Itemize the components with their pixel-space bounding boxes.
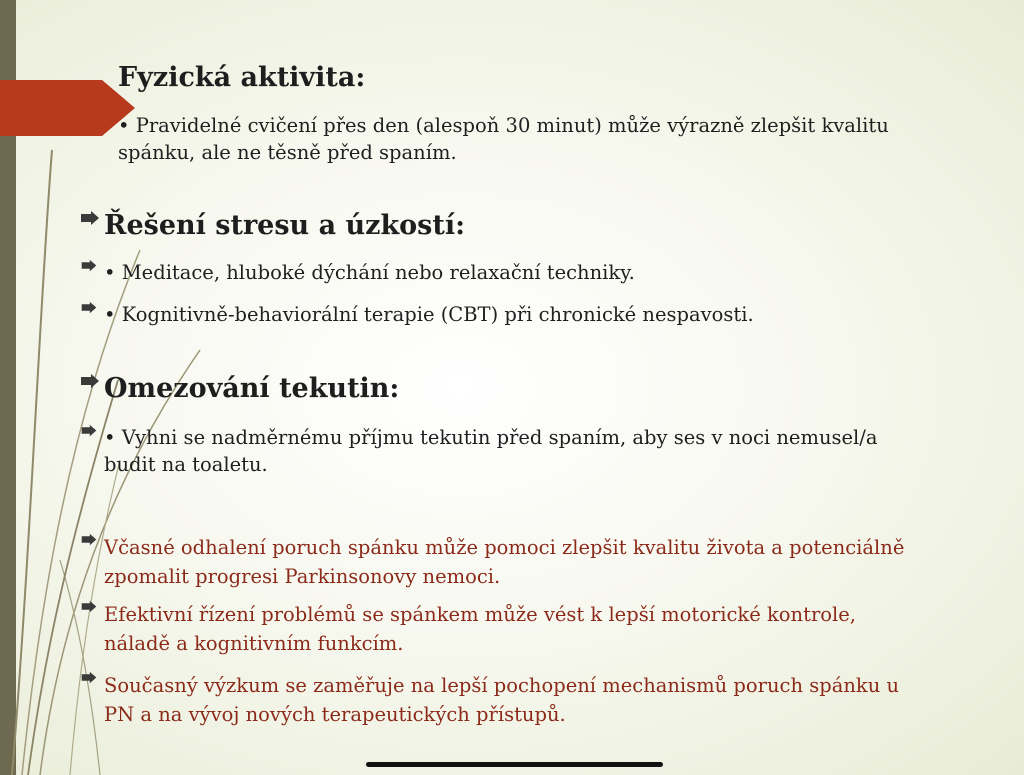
arrow-bullet-icon <box>80 671 104 684</box>
conclusion-item: Včasné odhalení poruch spánku může pomoci zlepšit kvalitu života a potenciálně zpomalit progresi Parkinsonovy nemoci. <box>80 533 914 591</box>
section-heading-physical-activity: Fyzická aktivita: <box>118 62 366 93</box>
conclusion-item: Současný výzkum se zaměřuje na lepší pochopení mechanismů poruch spánku u PN a na vývoj nových terapeutických přístupů. <box>80 671 914 729</box>
arrow-bullet-icon <box>80 301 104 314</box>
home-indicator-bar[interactable] <box>366 762 663 767</box>
arrow-bullet-icon <box>80 210 104 226</box>
list-item: • Meditace, hluboké dýchání nebo relaxační techniky. <box>80 259 934 286</box>
arrow-bullet-icon <box>80 600 104 613</box>
arrow-bullet-icon <box>80 424 104 437</box>
conclusion-item: Efektivní řízení problémů se spánkem může vést k lepší motorické kontrole, náladě a kognitivním funkcím. <box>80 600 874 658</box>
list-item: • Kognitivně-behaviorální terapie (CBT) při chronické nespavosti. <box>80 301 934 328</box>
list-item: • Pravidelné cvičení přes den (alespoň 30 minut) může výrazně zlepšit kvalitu spánku, ale ne těsně před spaním. <box>118 114 889 164</box>
section-heading-stress: Řešení stresu a úzkostí: <box>80 210 934 241</box>
arrow-bullet-icon <box>80 533 104 546</box>
section-heading-fluids: Omezování tekutin: <box>80 373 934 404</box>
arrow-bullet-icon <box>80 259 104 272</box>
list-item: • Vyhni se nadměrnému příjmu tekutin před spaním, aby ses v noci nemusel/a budit na toaletu. <box>80 424 894 478</box>
arrow-bullet-icon <box>80 373 104 389</box>
